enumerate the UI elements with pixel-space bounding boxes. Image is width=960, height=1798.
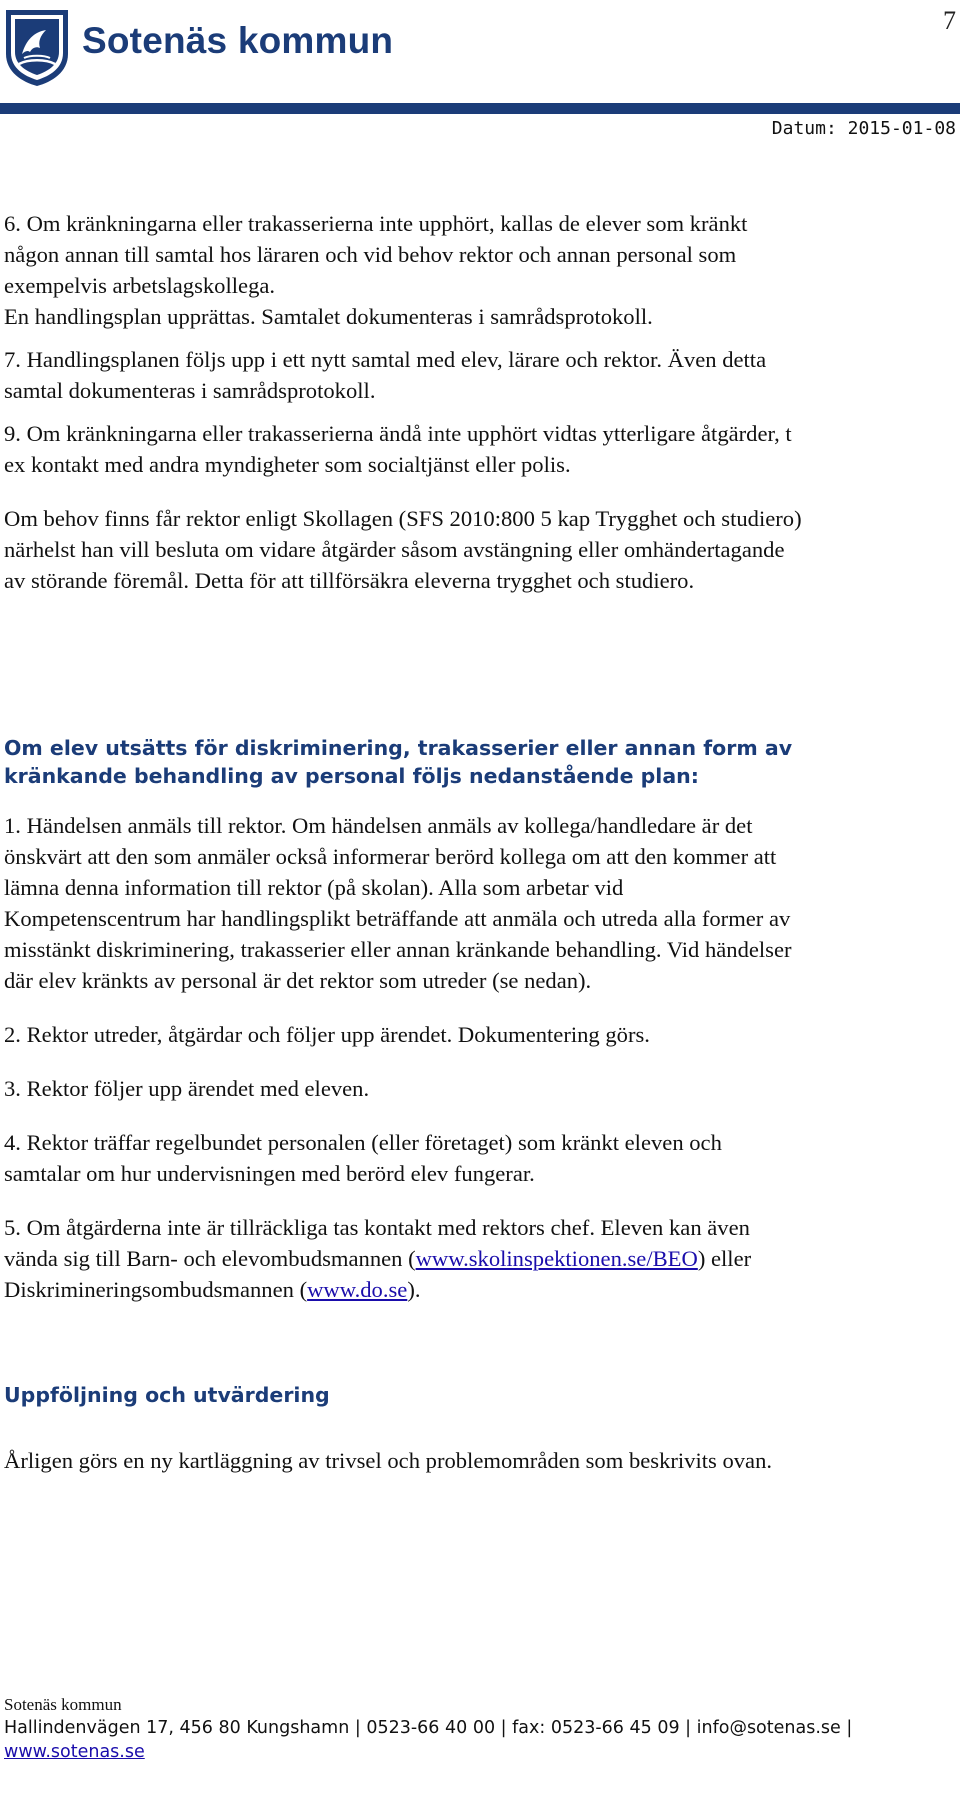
body-line: där elev kränkts av personal är det rektor som utreder (se nedan).	[4, 968, 592, 993]
body-line: ex kontakt med andra myndigheter som socialtjänst eller polis.	[4, 452, 571, 477]
footer-contact: Hallindenvägen 17, 456 80 Kungshamn | 0523-66 40 00 | fax: 0523-66 45 09 | info@sotenas.se |	[4, 1718, 853, 1738]
body-line: Om behov finns får rektor enligt Skollagen (SFS 2010:800 5 kap Trygghet och studiero)	[4, 506, 802, 531]
section-heading: Uppföljning och utvärdering	[4, 1383, 330, 1407]
body-line: 7. Handlingsplanen följs upp i ett nytt samtal med elev, lärare och rektor. Även detta	[4, 347, 767, 372]
skolinspektionen-link[interactable]: www.skolinspektionen.se/BEO	[415, 1246, 698, 1271]
page-number: 7	[943, 6, 956, 35]
body-line: samtalar om hur undervisningen med berörd elev fungerar.	[4, 1161, 535, 1186]
document-date: Datum: 2015-01-08	[771, 118, 956, 139]
text-fragment: Diskrimineringsombudsmannen (	[4, 1277, 308, 1302]
body-line	[4, 1274, 954, 1305]
body-line: exempelvis arbetslagskollega.	[4, 273, 276, 298]
footer-org: Sotenäs kommun	[4, 1695, 122, 1714]
brand-name: Sotenäs kommun	[82, 20, 394, 61]
body-line: 3. Rektor följer upp ärendet med eleven.	[4, 1076, 370, 1101]
body-line	[4, 1243, 954, 1274]
text-fragment: ).	[407, 1277, 421, 1302]
body-line: En handlingsplan upprättas. Samtalet dokumenteras i samrådsprotokoll.	[4, 304, 653, 329]
footer-website-link[interactable]: www.sotenas.se	[4, 1742, 145, 1762]
text-fragment: vända sig till Barn- och elevombudsmannen (	[4, 1246, 416, 1271]
body-line: Årligen görs en ny kartläggning av trivsel och problemområden som beskrivits ovan.	[4, 1448, 773, 1473]
body-line: närhelst han vill besluta om vidare åtgärder såsom avstängning eller omhändertagande	[4, 537, 785, 562]
body-line: önskvärt att den som anmäler också informerar berörd kollega om att den kommer att	[4, 844, 777, 869]
body-line: 5. Om åtgärderna inte är tillräckliga tas kontakt med rektors chef. Eleven kan även	[4, 1215, 750, 1240]
body-line: 2. Rektor utreder, åtgärdar och följer upp ärendet. Dokumentering görs.	[4, 1022, 650, 1047]
page-footer	[4, 1695, 954, 1763]
body-line: Kompetenscentrum har handlingsplikt beträffande att anmäla och utreda alla former av	[4, 906, 791, 931]
body-line: 1. Händelsen anmäls till rektor. Om händelsen anmäls av kollega/handledare är det	[4, 813, 753, 838]
do-link[interactable]: www.do.se	[307, 1277, 408, 1302]
body-line: misstänkt diskriminering, trakasserier eller annan kränkande behandling. Vid händelser	[4, 937, 792, 962]
document-body	[4, 208, 954, 1476]
body-line: 9. Om kränkningarna eller trakasserierna ändå inte upphört vidtas ytterligare åtgärder, t	[4, 421, 792, 446]
body-line: 6. Om kränkningarna eller trakasserierna inte upphört, kallas de elever som kränkt	[4, 211, 748, 236]
section-heading: Om elev utsätts för diskriminering, trakasserier eller annan form av	[4, 736, 793, 760]
section-heading: kränkande behandling av personal följs nedanstående plan:	[4, 764, 699, 788]
text-fragment: ) eller	[697, 1246, 752, 1271]
body-line: 4. Rektor träffar regelbundet personalen (eller företaget) som kränkt eleven och	[4, 1130, 722, 1155]
body-line: någon annan till samtal hos läraren och vid behov rektor och annan personal som	[4, 242, 737, 267]
municipality-logo	[2, 6, 72, 88]
body-line: lämna denna information till rektor (på skolan). Alla som arbetar vid	[4, 875, 624, 900]
header-rule	[0, 103, 960, 114]
body-line: samtal dokumenteras i samrådsprotokoll.	[4, 378, 376, 403]
body-line: av störande föremål. Detta för att tillförsäkra eleverna trygghet och studiero.	[4, 568, 695, 593]
